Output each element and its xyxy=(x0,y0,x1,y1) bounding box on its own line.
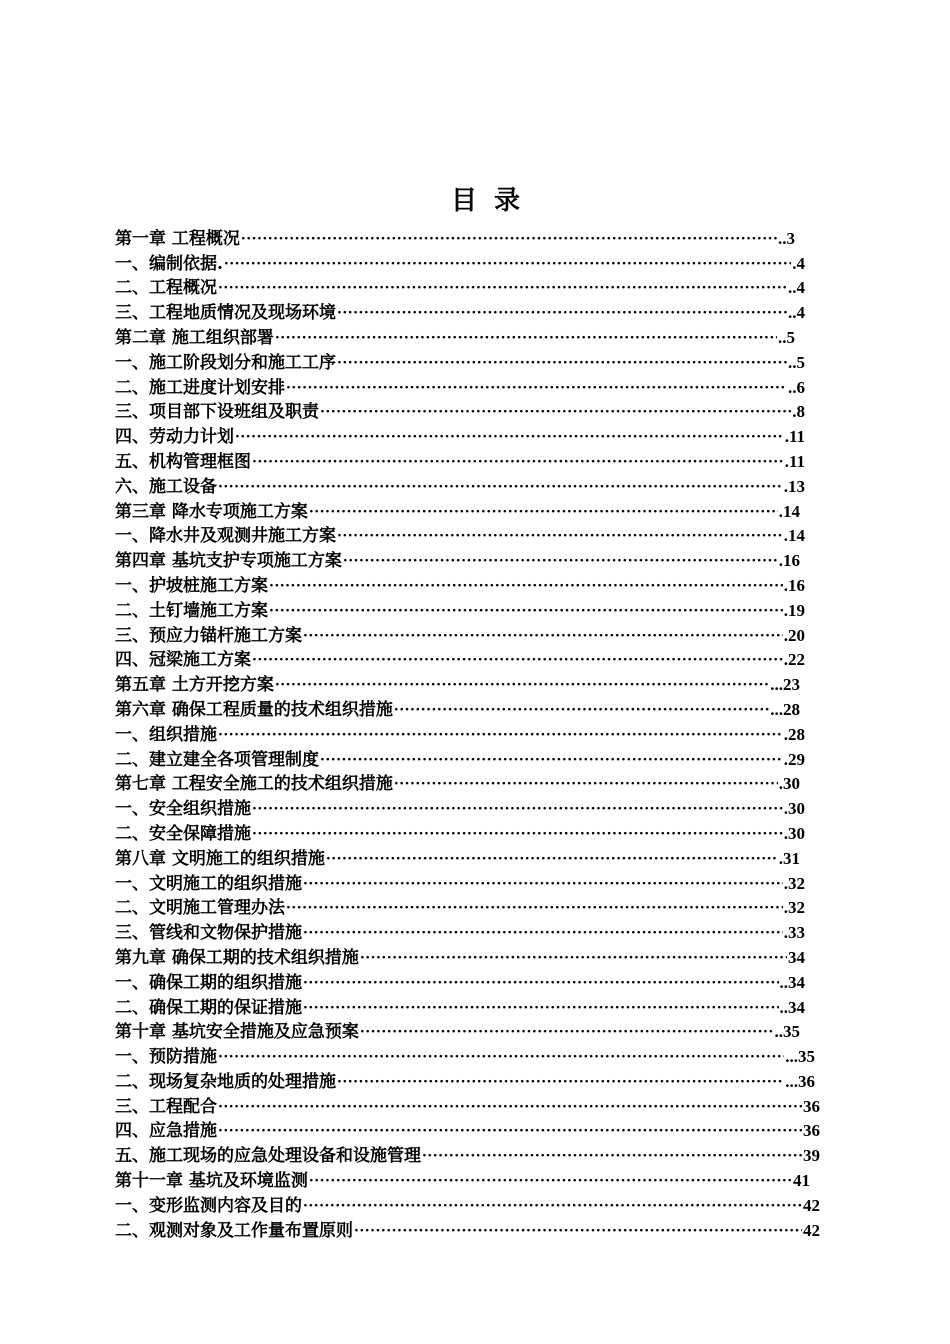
toc-entry-label: 一、文明施工的组织措施 xyxy=(115,873,302,894)
toc-entry[interactable] xyxy=(115,1117,820,1142)
toc-dot-leader xyxy=(320,750,783,770)
toc-dot-leader xyxy=(337,353,787,373)
toc-entry[interactable] xyxy=(115,522,805,547)
toc-entry-page: ...35 xyxy=(785,1047,815,1067)
toc-dot-leader xyxy=(394,774,778,794)
toc-dot-leader xyxy=(235,427,784,447)
toc-entry-label: 一、确保工期的组织措施 xyxy=(115,972,302,993)
toc-entry-page: .29 xyxy=(783,749,805,769)
toc-entry[interactable] xyxy=(115,993,805,1018)
toc-entry[interactable] xyxy=(115,249,805,274)
toc-entry-label: 第五章 土方开挖方案 xyxy=(115,675,274,696)
toc-entry-label: 二、土钉墙施工方案 xyxy=(115,600,268,621)
toc-dot-leader xyxy=(303,1196,802,1216)
toc-entry[interactable] xyxy=(115,323,795,348)
toc-dot-leader xyxy=(275,675,769,695)
toc-entry[interactable] xyxy=(115,745,805,770)
toc-entry-label: 第四章 基坑支护专项施工方案 xyxy=(115,551,342,572)
toc-entry[interactable] xyxy=(115,819,805,844)
toc-entry[interactable] xyxy=(115,794,805,819)
toc-entry-page: .32 xyxy=(783,898,805,918)
toc-entry[interactable] xyxy=(115,571,805,596)
toc-entry[interactable] xyxy=(115,398,805,423)
toc-entry-page: ...23 xyxy=(770,675,800,695)
toc-entry-label: 四、应急措施 xyxy=(115,1121,217,1142)
toc-entry-page: .33 xyxy=(783,923,805,943)
toc-dot-leader xyxy=(354,1221,802,1241)
toc-dot-leader xyxy=(252,799,783,819)
toc-entry-page: .30 xyxy=(783,799,805,819)
toc-entry[interactable] xyxy=(115,968,805,993)
toc-entry-page: .31 xyxy=(778,848,800,868)
toc-entry[interactable] xyxy=(115,274,805,299)
toc-entry-label: 一、组织措施 xyxy=(115,724,217,745)
toc-entry-page: .32 xyxy=(783,873,805,893)
toc-entry-page: 42 xyxy=(803,1220,820,1240)
toc-dot-leader xyxy=(218,477,783,497)
toc-entry-page: 41 xyxy=(793,1171,810,1191)
toc-entry[interactable] xyxy=(115,224,795,249)
toc-entry-page: .19 xyxy=(783,600,805,620)
toc-entry-page: .13 xyxy=(783,476,805,496)
toc-entry-page: ..4 xyxy=(788,278,805,298)
toc-entry[interactable] xyxy=(115,1216,820,1241)
toc-dot-leader xyxy=(218,1121,802,1141)
toc-entry-label: 一、施工阶段划分和施工工序 xyxy=(115,352,336,373)
toc-entry[interactable] xyxy=(115,720,805,745)
toc-dot-leader xyxy=(343,551,778,571)
toc-entry-label: 第二章 施工组织部署 xyxy=(115,327,274,348)
toc-entry-page: 42 xyxy=(803,1195,820,1215)
toc-title: 目 录 xyxy=(450,186,525,216)
toc-entry-page: 39 xyxy=(803,1146,820,1166)
toc-dot-leader xyxy=(241,229,777,249)
toc-entry-page: ..34 xyxy=(779,972,805,992)
toc-dot-leader xyxy=(275,328,777,348)
toc-dot-leader xyxy=(286,898,783,918)
toc-dot-leader xyxy=(303,626,783,646)
toc-entry-label: 第九章 确保工期的技术组织措施 xyxy=(115,947,359,968)
toc-entry[interactable] xyxy=(115,1042,815,1067)
toc-entry[interactable] xyxy=(115,422,805,447)
toc-dot-leader xyxy=(218,1097,802,1117)
toc-entry[interactable] xyxy=(115,646,805,671)
toc-entry[interactable] xyxy=(115,1018,800,1043)
toc-entry[interactable] xyxy=(115,844,800,869)
toc-entry-page: .11 xyxy=(784,451,805,471)
toc-entry-label: 一、编制依据. xyxy=(115,253,223,274)
toc-entry-page: .11 xyxy=(784,427,805,447)
toc-entry-page: ..6 xyxy=(788,377,805,397)
toc-entry-label: 一、预防措施 xyxy=(115,1047,217,1068)
toc-entry-page: .4 xyxy=(792,253,805,273)
toc-dot-leader xyxy=(224,254,791,274)
toc-entry[interactable] xyxy=(115,472,805,497)
toc-dot-leader xyxy=(303,923,783,943)
toc-entry-label: 二、安全保障措施 xyxy=(115,823,251,844)
toc-entry[interactable] xyxy=(115,670,800,695)
toc-entry-label: 三、管线和文物保护措施 xyxy=(115,923,302,944)
toc-dot-leader xyxy=(394,700,769,720)
toc-entry[interactable] xyxy=(115,1067,815,1092)
toc-dot-leader xyxy=(269,576,783,596)
toc-entry[interactable] xyxy=(115,621,805,646)
toc-entry-label: 二、现场复杂地质的处理措施 xyxy=(115,1071,336,1092)
toc-entry-label: 三、工程地质情况及现场环境 xyxy=(115,303,336,324)
toc-dot-leader xyxy=(286,378,787,398)
toc-entry-label: 五、施工现场的应急处理设备和设施管理 xyxy=(115,1146,421,1167)
toc-entry[interactable] xyxy=(115,1092,820,1117)
toc-entry-page: .14 xyxy=(778,501,800,521)
toc-entry-label: 五、机构管理框图 xyxy=(115,451,251,472)
toc-dot-leader xyxy=(320,402,791,422)
toc-dot-leader xyxy=(252,452,784,472)
toc-entry-label: 二、文明施工管理办法 xyxy=(115,898,285,919)
toc-entry-label: 六、施工设备 xyxy=(115,476,217,497)
toc-dot-leader xyxy=(303,998,779,1018)
toc-entry[interactable] xyxy=(115,894,805,919)
toc-entry-label: 四、劳动力计划 xyxy=(115,427,234,448)
toc-entry[interactable] xyxy=(115,447,805,472)
toc-list xyxy=(115,224,825,1241)
toc-dot-leader xyxy=(252,650,783,670)
toc-entry-page: .30 xyxy=(778,774,800,794)
toc-entry-label: 二、观测对象及工作量布置原则 xyxy=(115,1220,353,1241)
toc-entry[interactable] xyxy=(115,918,805,943)
toc-entry[interactable] xyxy=(115,348,805,373)
toc-entry-page: .22 xyxy=(783,650,805,670)
toc-entry-label: 三、工程配合 xyxy=(115,1096,217,1117)
toc-dot-leader xyxy=(218,1047,784,1067)
toc-entry-page: .20 xyxy=(783,625,805,645)
toc-dot-leader xyxy=(360,1022,774,1042)
toc-dot-leader xyxy=(218,278,787,298)
toc-entry-label: 第六章 确保工程质量的技术组织措施 xyxy=(115,699,393,720)
toc-dot-leader xyxy=(303,973,779,993)
toc-entry-label: 一、变形监测内容及目的 xyxy=(115,1195,302,1216)
toc-dot-leader xyxy=(252,824,783,844)
toc-entry-label: 一、降水井及观测井施工方案 xyxy=(115,526,336,547)
toc-entry-page: .28 xyxy=(783,724,805,744)
toc-entry[interactable] xyxy=(115,1191,820,1216)
toc-entry[interactable] xyxy=(115,869,805,894)
toc-entry-page: ..3 xyxy=(778,228,795,248)
toc-entry-page: 36 xyxy=(803,1121,820,1141)
toc-entry-label: 二、建立建全各项管理制度 xyxy=(115,749,319,770)
toc-entry-page: ..35 xyxy=(774,1022,800,1042)
toc-entry-page: ..5 xyxy=(788,352,805,372)
toc-entry-page: ...28 xyxy=(770,699,800,719)
toc-entry[interactable] xyxy=(115,298,805,323)
toc-dot-leader xyxy=(422,1146,802,1166)
toc-entry-page: .14 xyxy=(783,526,805,546)
toc-dot-leader xyxy=(337,526,783,546)
toc-entry-label: 三、预应力锚杆施工方案 xyxy=(115,625,302,646)
toc-entry-page: .8 xyxy=(792,402,805,422)
toc-entry-page: ..34 xyxy=(779,997,805,1017)
toc-entry-page: .30 xyxy=(783,823,805,843)
toc-entry-label: 第八章 文明施工的组织措施 xyxy=(115,848,325,869)
toc-entry-page: ...36 xyxy=(785,1071,815,1091)
toc-entry-page: 34 xyxy=(788,947,805,967)
toc-entry[interactable] xyxy=(115,770,800,795)
toc-entry[interactable] xyxy=(115,373,805,398)
toc-dot-leader xyxy=(337,1072,784,1092)
toc-entry-label: 第一章 工程概况 xyxy=(115,228,240,249)
toc-entry-label: 二、确保工期的保证措施 xyxy=(115,997,302,1018)
toc-entry-label: 三、项目部下设班组及职责 xyxy=(115,402,319,423)
toc-entry-label: 二、工程概况 xyxy=(115,278,217,299)
toc-entry-label: 二、施工进度计划安排 xyxy=(115,377,285,398)
toc-dot-leader xyxy=(360,948,787,968)
toc-entry[interactable] xyxy=(115,1166,810,1191)
toc-entry-label: 第七章 工程安全施工的技术组织措施 xyxy=(115,774,393,795)
toc-dot-leader xyxy=(326,849,778,869)
toc-entry[interactable] xyxy=(115,1141,820,1166)
toc-entry-page: ..4 xyxy=(788,303,805,323)
toc-entry-label: 第三章 降水专项施工方案 xyxy=(115,501,308,522)
toc-dot-leader xyxy=(309,1171,792,1191)
toc-entry-page: ..5 xyxy=(778,327,795,347)
toc-entry[interactable] xyxy=(115,546,800,571)
toc-entry-label: 一、护坡桩施工方案 xyxy=(115,575,268,596)
toc-entry[interactable] xyxy=(115,943,805,968)
toc-entry-page: 36 xyxy=(803,1096,820,1116)
toc-dot-leader xyxy=(337,303,787,323)
toc-entry[interactable] xyxy=(115,695,800,720)
toc-dot-leader xyxy=(309,502,778,522)
toc-entry-page: .16 xyxy=(778,551,800,571)
toc-entry-label: 第十一章 基坑及环境监测 xyxy=(115,1171,308,1192)
toc-dot-leader xyxy=(269,601,783,621)
toc-entry-label: 四、冠梁施工方案 xyxy=(115,650,251,671)
toc-dot-leader xyxy=(218,725,783,745)
toc-dot-leader xyxy=(303,874,783,894)
toc-entry[interactable] xyxy=(115,596,805,621)
toc-entry-label: 一、安全组织措施 xyxy=(115,799,251,820)
toc-entry-label: 第十章 基坑安全措施及应急预案 xyxy=(115,1022,359,1043)
toc-entry[interactable] xyxy=(115,497,800,522)
toc-entry-page: .16 xyxy=(783,575,805,595)
